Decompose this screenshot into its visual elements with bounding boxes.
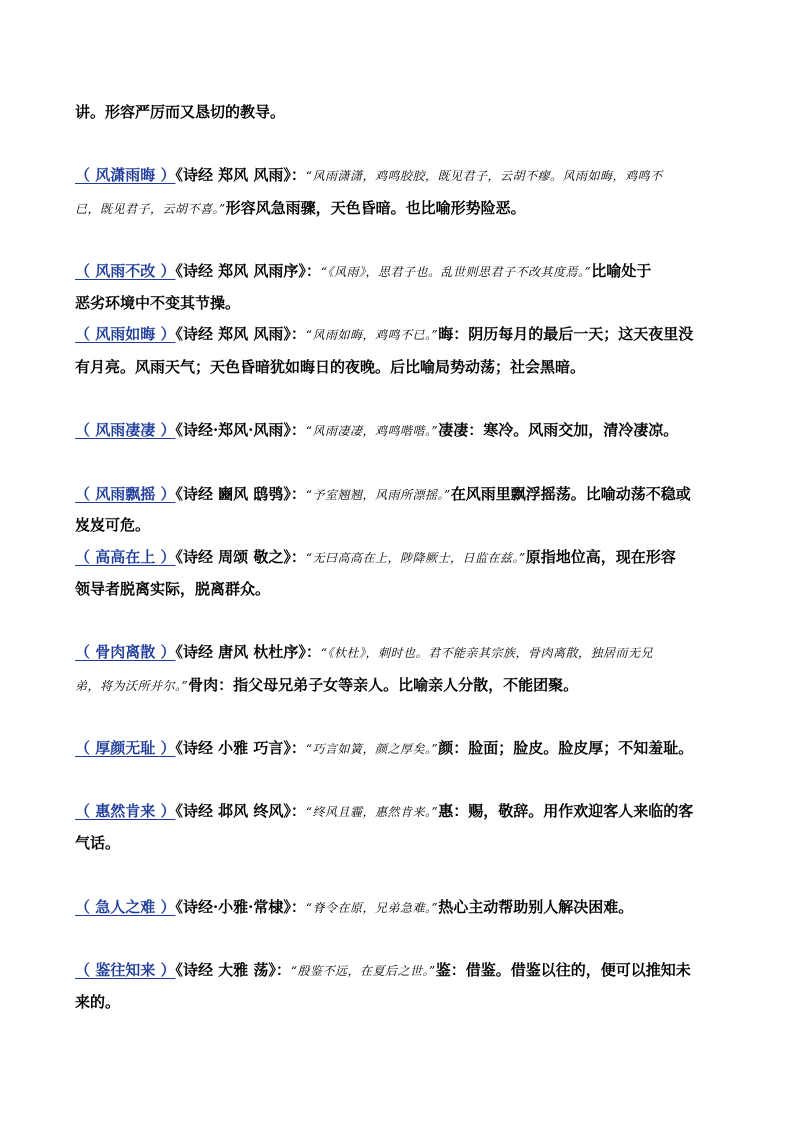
idiom-link[interactable]: （ 惠然肯来 ） <box>75 802 176 820</box>
explanation-text: 恶劣环境中不变其节操。 <box>75 294 241 312</box>
source-text: 《诗经 邶风 终风》： <box>175 802 306 820</box>
text-line <box>75 833 725 853</box>
idiom-link[interactable]: （ 风雨如晦 ） <box>75 325 176 343</box>
explanation-text: 在风雨里飘浮摇荡。比喻动荡不稳或 <box>450 485 691 503</box>
quote-text: 弟，将为沃所并尔。” <box>75 679 189 693</box>
text-line <box>75 738 725 759</box>
text-line <box>75 357 725 377</box>
quote-text: “予室翘翘，风雨所漂摇。” <box>305 488 451 502</box>
text-line <box>75 102 725 122</box>
text-line <box>75 420 725 441</box>
quote-text: “风雨凄凄，鸡鸣喈喈。” <box>305 424 439 438</box>
explanation-text: 骨肉：指父母兄弟子女等亲人。比喻亲人分散，不能团聚。 <box>188 676 579 694</box>
explanation-text: 惠：赐，敬辞。用作欢迎客人来临的客 <box>438 802 694 820</box>
explanation-text: 热心主动帮助别人解决困难。 <box>438 898 634 916</box>
explanation-text: 比喻处于 <box>591 262 652 280</box>
idiom-link[interactable]: （ 风雨飘摇 ） <box>75 485 176 503</box>
text-line <box>75 165 725 186</box>
source-text: 《诗经 周颂 敬之》： <box>175 548 306 566</box>
quote-text: “殷鉴不远，在夏后之世。” <box>290 964 436 978</box>
text-line <box>75 801 725 822</box>
text-line <box>75 675 725 696</box>
quote-text: 已，既见君子，云胡不喜。” <box>75 202 226 216</box>
source-text: 《诗经 大雅 荡》： <box>175 961 291 979</box>
source-text: 《诗经·小雅·常棣》： <box>175 898 306 916</box>
idiom-link[interactable]: （ 急人之难 ） <box>75 898 176 916</box>
quote-text: “风雨如晦，鸡鸣不已。” <box>305 328 439 342</box>
text-line <box>75 515 725 535</box>
text-line <box>75 198 725 219</box>
idiom-link[interactable]: （ 风潇雨晦 ） <box>75 166 176 184</box>
quote-text: “终风且霾，惠然肯来。” <box>305 805 439 819</box>
explanation-text: 岌岌可危。 <box>75 516 151 534</box>
source-text: 《诗经 郑风 风雨》： <box>175 325 306 343</box>
quote-text: “无曰高高在上，陟降厥士，日监在兹。” <box>305 551 526 565</box>
source-text: 《诗经 郑风 风雨》： <box>175 166 306 184</box>
explanation-text: 原指地位高，现在形容 <box>525 548 676 566</box>
text-line <box>75 484 725 505</box>
idiom-link[interactable]: （ 风雨不改 ） <box>75 262 176 280</box>
explanation-text: 领导者脱离实际，脱离群众。 <box>75 580 271 598</box>
source-text: 《诗经 小雅 巧言》： <box>175 739 306 757</box>
text-line <box>75 324 725 345</box>
idiom-link[interactable]: （ 鉴往知来 ） <box>75 961 176 979</box>
text-line <box>75 992 725 1012</box>
idiom-link[interactable]: （ 骨肉离散 ） <box>75 643 176 661</box>
source-text: 《诗经 唐风 杕杜序》： <box>175 643 321 661</box>
quote-text: “风雨潇潇，鸡鸣胶胶，既见君子，云胡不瘳。风雨如晦，鸡鸣不 <box>305 169 663 183</box>
explanation-text: 来的。 <box>75 993 121 1011</box>
text-line <box>75 897 725 918</box>
explanation-text: 颜：脸面；脸皮。脸皮厚；不知羞耻。 <box>438 739 694 757</box>
text-line <box>75 293 725 313</box>
source-text: 《诗经 豳风 鸱鸮》： <box>175 485 306 503</box>
explanation-text: 鉴：借鉴。借鉴以往的，便可以推知未 <box>435 961 691 979</box>
explanation-text: 凄凄：寒冷。风雨交加，清冷凄凉。 <box>438 421 679 439</box>
text-line <box>75 261 725 282</box>
idiom-link[interactable]: （ 风雨凄凄 ） <box>75 421 176 439</box>
explanation-text: 有月亮。风雨天气；天色昏暗犹如晦日的夜晚。后比喻局势动荡；社会黑暗。 <box>75 358 586 376</box>
text-line <box>75 960 725 981</box>
explanation-text: 形容风急雨骤，天色昏暗。也比喻形势险恶。 <box>225 199 526 217</box>
text-line <box>75 547 725 568</box>
quote-text: “脊令在原，兄弟急难。” <box>305 901 439 915</box>
idiom-link[interactable]: （ 高高在上 ） <box>75 548 176 566</box>
explanation-text: 讲。形容严厉而又恳切的教导。 <box>75 103 286 121</box>
text-line <box>75 579 725 599</box>
explanation-text: 晦：阴历每月的最后一天；这天夜里没 <box>438 325 694 343</box>
quote-text: “巧言如簧，颜之厚矣。” <box>305 742 439 756</box>
quote-text: “《风雨》，思君子也。乱世则思君子不改其度焉。” <box>320 265 592 279</box>
text-line <box>75 642 725 663</box>
idiom-link[interactable]: （ 厚颜无耻 ） <box>75 739 176 757</box>
source-text: 《诗经 郑风 风雨序》： <box>175 262 321 280</box>
source-text: 《诗经·郑风·风雨》： <box>175 421 306 439</box>
explanation-text: 气话。 <box>75 834 121 852</box>
quote-text: “《杕杜》，刺时也。君不能亲其宗族，骨肉离散，独居而无兄 <box>320 646 654 660</box>
